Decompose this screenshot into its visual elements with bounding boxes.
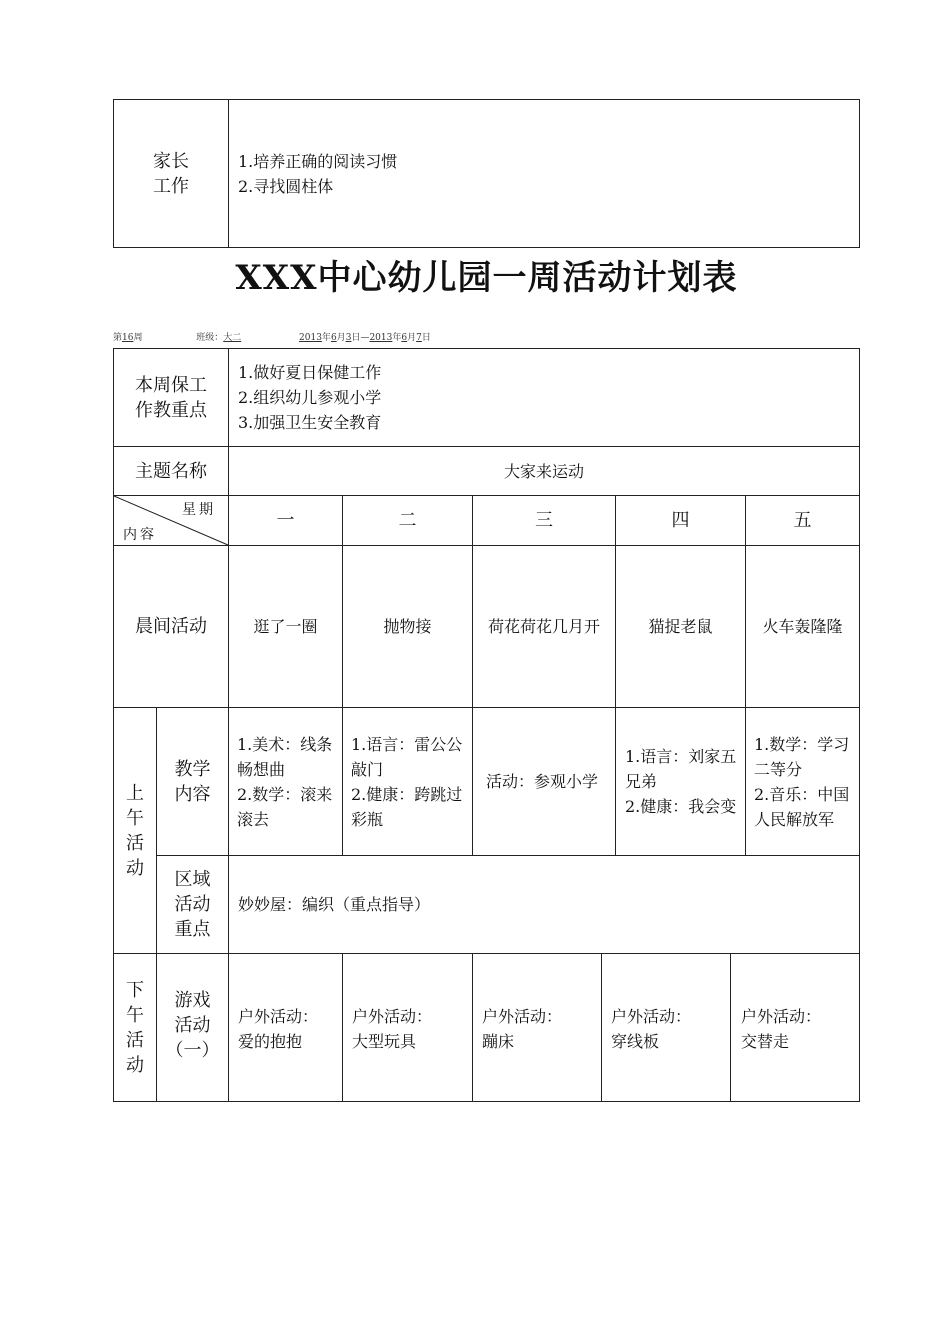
teaching-line: 2.健康：跨跳过	[351, 784, 463, 804]
teaching-label-cell	[156, 707, 229, 856]
end-year: 2013	[369, 333, 393, 343]
day-char: 日	[421, 333, 431, 343]
teaching-line: 兄弟	[625, 772, 658, 791]
end-month: 6	[401, 333, 408, 343]
game-cell	[472, 953, 602, 1102]
morning-activity: 逛了一圈	[253, 617, 318, 636]
morning-label: 晨间活动	[135, 616, 207, 637]
focus-item: 3.加强卫生安全教育	[238, 413, 382, 432]
game-line: 户外活动：	[741, 1007, 822, 1026]
teaching-line: 2.健康：我会变	[625, 797, 737, 816]
start-month: 6	[330, 333, 337, 343]
pm-label-cell	[113, 953, 157, 1102]
game-label-cell	[156, 953, 229, 1102]
month-char: 月	[407, 333, 417, 343]
morning-cell	[228, 545, 343, 708]
day-header-thu	[615, 495, 746, 546]
meta-line	[113, 330, 613, 342]
game-line: 户外活动：	[238, 1007, 319, 1026]
year-char: 年	[392, 333, 402, 343]
diag-top-label: 星期	[182, 502, 216, 518]
game-label-line: （一）	[165, 1040, 220, 1061]
am-label-char: 动	[126, 857, 144, 879]
game-line: 穿线板	[611, 1032, 660, 1051]
am-label-cell	[113, 707, 157, 954]
week-number: 16	[122, 333, 134, 343]
morning-activity: 荷花荷花几月开	[487, 617, 600, 636]
day-header-wed	[472, 495, 616, 546]
area-label-line: 活动	[174, 894, 211, 915]
parent-work-label-line2: 工作	[153, 175, 189, 197]
teaching-line: 1.语言：雷公公	[351, 734, 463, 754]
focus-label-line1: 本周保工	[135, 374, 207, 396]
teaching-line: 1.语言：刘家五	[625, 747, 737, 766]
day-label: 四	[671, 510, 690, 531]
teaching-line: 1.美术：线条	[237, 734, 333, 754]
teaching-line: 畅想曲	[237, 759, 286, 779]
teaching-line: 滚去	[237, 809, 270, 829]
day-label: 一	[276, 510, 295, 531]
theme-label-cell	[113, 446, 229, 496]
game-line: 户外活动：	[482, 1007, 563, 1026]
game-line: 交替走	[741, 1032, 790, 1051]
area-value: 妙妙屋：编织（重点指导）	[238, 895, 431, 914]
class-name: 大二	[223, 333, 242, 343]
area-value-cell	[228, 855, 860, 954]
theme-value: 大家来运动	[503, 461, 584, 481]
focus-label-cell	[113, 348, 229, 447]
parent-work-item: 1.培养正确的阅读习惯	[238, 151, 398, 171]
game-line: 蹦床	[482, 1032, 515, 1051]
diag-bottom-label: 内容	[123, 527, 157, 543]
day-header-fri	[745, 495, 860, 546]
teaching-line: 人民解放军	[754, 809, 835, 829]
game-line: 户外活动：	[611, 1007, 692, 1026]
morning-activity: 抛物接	[383, 617, 432, 636]
game-line: 爱的抱抱	[238, 1032, 303, 1051]
area-label-line: 区域	[174, 869, 211, 890]
game-line: 户外活动：	[352, 1007, 433, 1026]
teaching-label-line: 教学	[174, 758, 211, 780]
day-label: 二	[398, 510, 417, 531]
teaching-cell	[472, 707, 616, 856]
pm-label-char: 动	[126, 1054, 144, 1076]
teaching-cell	[228, 707, 343, 856]
theme-label: 主题名称	[135, 460, 207, 482]
teaching-label-line: 内容	[174, 783, 211, 805]
parent-work-content-cell	[228, 99, 860, 248]
game-label-line: 活动	[174, 1015, 211, 1036]
class-prefix: 班级：	[196, 333, 224, 343]
year-char: 年	[321, 333, 331, 343]
am-label-char: 活	[126, 832, 144, 854]
teaching-cell	[342, 707, 473, 856]
day-label: 五	[793, 510, 812, 531]
am-label-char: 上	[126, 782, 144, 804]
morning-cell	[342, 545, 473, 708]
parent-work-label-cell	[113, 99, 229, 248]
pm-label-char: 活	[126, 1029, 144, 1051]
morning-cell	[745, 545, 860, 708]
pm-label-char: 下	[126, 979, 144, 1001]
area-label-cell	[156, 855, 229, 954]
game-cell	[342, 953, 473, 1102]
teaching-line: 活动：参观小学	[486, 772, 599, 791]
area-label-line: 重点	[174, 919, 211, 940]
page-title: XXX中心幼儿园一周活动计划表	[235, 257, 738, 298]
day-header-tue	[342, 495, 473, 546]
teaching-line: 2.数学：滚来	[237, 784, 333, 804]
teaching-cell	[745, 707, 860, 856]
pm-label-char: 午	[126, 1004, 144, 1026]
start-year: 2013	[299, 333, 322, 343]
teaching-line: 敲门	[351, 759, 384, 779]
morning-activity: 火车轰隆隆	[762, 617, 843, 636]
day-header-mon	[228, 495, 343, 546]
week-prefix: 第	[113, 333, 123, 343]
morning-cell	[615, 545, 746, 708]
am-label-char: 午	[126, 807, 144, 829]
day-label: 三	[535, 510, 553, 531]
teaching-line: 彩瓶	[351, 809, 384, 829]
start-day: 3	[345, 333, 352, 343]
parent-work-label-line1: 家长	[153, 150, 189, 172]
morning-cell	[472, 545, 616, 708]
week-suffix: 周	[133, 333, 143, 343]
morning-activity: 猫捉老鼠	[648, 617, 713, 636]
date-dash: —	[360, 333, 370, 343]
game-cell	[730, 953, 860, 1102]
game-label-line: 游戏	[174, 990, 211, 1011]
parent-work-item: 2.寻找圆柱体	[238, 176, 334, 196]
game-cell	[228, 953, 343, 1102]
diagonal-header-cell	[113, 495, 229, 546]
teaching-cell	[615, 707, 746, 856]
day-char: 日	[351, 333, 361, 343]
teaching-line: 2.音乐：中国	[754, 784, 850, 804]
end-day: 7	[416, 333, 422, 343]
game-cell	[601, 953, 731, 1102]
month-char: 月	[336, 333, 346, 343]
focus-label-line2: 作教重点	[135, 399, 207, 421]
morning-label-cell	[113, 545, 229, 708]
focus-item: 2.组织幼儿参观小学	[238, 388, 382, 407]
teaching-line: 1.数学：学习	[754, 734, 850, 754]
focus-content-cell	[228, 348, 860, 447]
theme-value-cell	[228, 446, 860, 496]
focus-item: 1.做好夏日保健工作	[238, 363, 382, 382]
teaching-line: 二等分	[754, 759, 803, 779]
game-line: 大型玩具	[352, 1032, 417, 1051]
